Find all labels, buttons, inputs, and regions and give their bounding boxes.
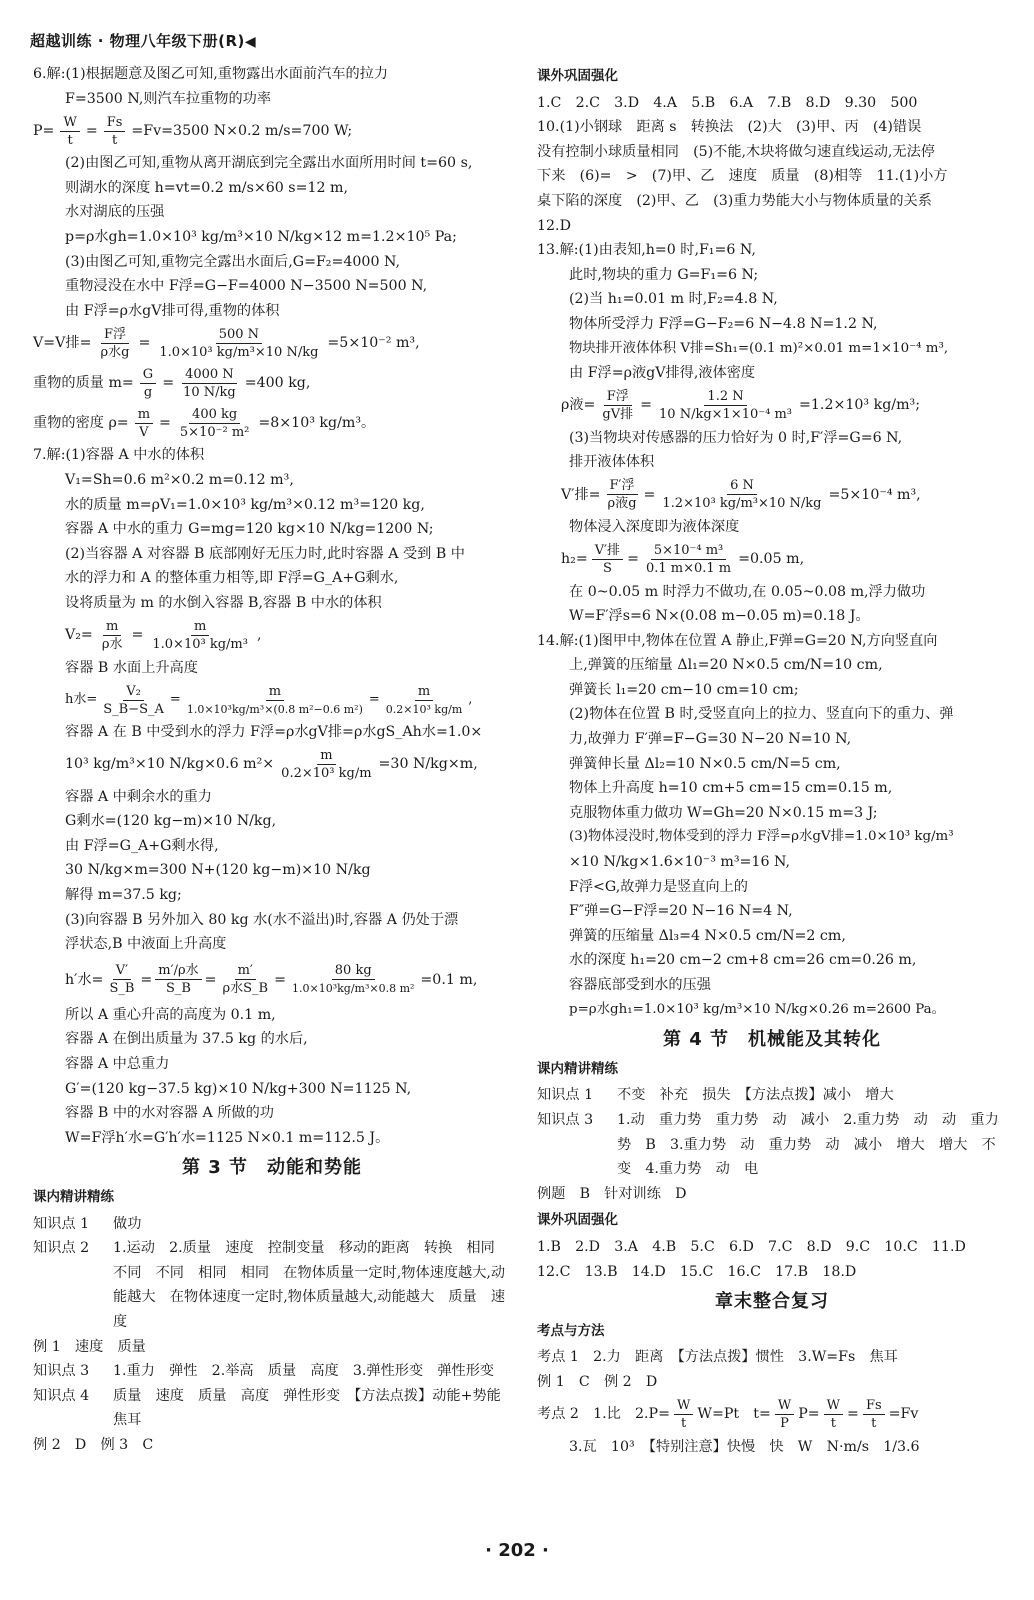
example-line: 例题 B 针对训练 D bbox=[537, 1185, 687, 1202]
subsection-heading: 课内精讲精练 bbox=[537, 1060, 618, 1077]
denominator: t bbox=[871, 1416, 877, 1431]
denominator: 10 N/kg bbox=[183, 384, 236, 400]
formula-text: =5×10⁻² m³, bbox=[327, 335, 420, 352]
numerator: W bbox=[674, 1397, 693, 1415]
formula bbox=[33, 680, 511, 720]
fraction bbox=[383, 683, 465, 718]
fraction bbox=[100, 683, 167, 718]
formula bbox=[33, 363, 511, 403]
fraction bbox=[289, 962, 417, 997]
q14-line: 容器底部受到水的压强 bbox=[569, 977, 711, 993]
denominator: V bbox=[139, 424, 149, 440]
numerator: 6 N bbox=[727, 477, 757, 495]
kp-label: 知识点 3 bbox=[537, 1111, 594, 1128]
formula-text: = bbox=[627, 551, 639, 568]
knowledge-point bbox=[33, 1236, 511, 1334]
numerator: m bbox=[135, 406, 153, 424]
subsection-heading: 课内精讲精练 bbox=[33, 1189, 114, 1205]
answer-line: 1.B 2.D 3.A 4.B 5.C 6.D 7.C 8.D 9.C 10.C 11.D bbox=[537, 1238, 966, 1255]
numerator: F浮 bbox=[604, 388, 632, 406]
numerator: 80 kg bbox=[332, 962, 375, 980]
section-title: 章末整合复习 bbox=[715, 1291, 829, 1313]
knowledge-point bbox=[537, 1108, 1007, 1182]
numerator: m bbox=[266, 683, 284, 701]
formula-text: h水= bbox=[65, 691, 98, 707]
q7-line: 容器 A 中水的重力 G=mg=120 kg×10 N/kg=1200 N; bbox=[65, 521, 434, 538]
q6-line: 重物浸没在水中 F浮=G−F=4000 N−3500 N=500 N, bbox=[65, 278, 428, 295]
numerator: V′排 bbox=[592, 542, 623, 560]
q13-line: W=F′浮s=6 N×(0.08 m−0.05 m)=0.18 J。 bbox=[569, 608, 870, 625]
numerator: m bbox=[317, 747, 335, 765]
q6-line: 由 F浮=ρ水gV排可得,重物的体积 bbox=[65, 302, 280, 319]
fraction bbox=[149, 618, 251, 653]
denominator: ρ水g bbox=[100, 344, 130, 360]
denominator: 5×10⁻² m² bbox=[179, 424, 250, 440]
denominator: t bbox=[67, 132, 73, 148]
numerator: W bbox=[824, 1397, 843, 1415]
numerator: 5×10⁻⁴ m³ bbox=[651, 542, 726, 560]
q14-line: 物体上升高度 h=10 cm+5 cm=15 cm=0.15 m, bbox=[569, 780, 893, 797]
formula bbox=[537, 475, 1007, 515]
q14-line: F浮<G,故弹力是竖直向上的 bbox=[569, 878, 748, 895]
formula-text: V=V排= bbox=[33, 335, 92, 352]
kp-label: 知识点 4 bbox=[33, 1387, 90, 1404]
q14-line: F″弹=G−F浮=20 N−16 N=4 N, bbox=[569, 903, 793, 920]
fraction bbox=[220, 962, 272, 997]
numerator: Fs bbox=[863, 1397, 885, 1415]
formula-text: = bbox=[131, 627, 144, 644]
formula-text: ρ液= bbox=[561, 397, 596, 414]
fraction bbox=[140, 366, 156, 401]
formula-text: 重物的密度 ρ= bbox=[33, 415, 129, 432]
fraction bbox=[674, 1397, 693, 1432]
kp-body: 做功 bbox=[113, 1215, 142, 1232]
formula bbox=[33, 745, 511, 785]
numerator: m′ bbox=[235, 962, 256, 980]
numerator: G bbox=[140, 366, 156, 384]
numerator: 1.2 N bbox=[704, 388, 746, 406]
subsection-heading: 考点与方法 bbox=[537, 1322, 605, 1339]
q14-line: 弹簧伸长量 Δl₂=10 N×0.5 cm/N=5 cm, bbox=[569, 755, 841, 772]
subsection-heading: 课外巩固强化 bbox=[537, 68, 618, 84]
q7-line: G剩水=(120 kg−m)×10 N/kg, bbox=[65, 813, 277, 830]
right-column bbox=[537, 62, 1007, 1459]
formula bbox=[33, 323, 511, 363]
denominator: g bbox=[143, 384, 153, 400]
fraction bbox=[775, 1397, 794, 1432]
q14-line: 力,故弹力 F′弹=F−G=30 N−20 N=10 N, bbox=[569, 731, 852, 748]
review-line: 考点 1 2.力 距离 【方法点拨】惯性 3.W=Fs 焦耳 bbox=[537, 1349, 898, 1366]
formula bbox=[33, 403, 511, 443]
formula-text: , bbox=[468, 691, 473, 707]
q6-line: 则湖水的深度 h=vt=0.2 m/s×60 s=12 m, bbox=[65, 179, 348, 196]
denominator: S_B bbox=[109, 981, 135, 997]
q6-line: F=3500 N,则汽车拉重物的功率 bbox=[65, 90, 272, 107]
denominator: ρ水 bbox=[101, 637, 123, 652]
q7-line: 所以 A 重心升高的高度为 0.1 m, bbox=[65, 1006, 276, 1023]
numerator: V₂ bbox=[123, 683, 144, 701]
q13-line: 物体浸入深度即为液体深度 bbox=[569, 518, 740, 535]
numerator: Fs bbox=[104, 114, 126, 132]
q7-line: 容器 A 中总重力 bbox=[65, 1056, 170, 1073]
q14-line: 克服物体重力做功 W=Gh=20 N×0.15 m=3 J; bbox=[569, 804, 878, 821]
q13-line: (2)当 h₁=0.01 m 时,F₂=4.8 N, bbox=[569, 291, 778, 308]
numerator: F′浮 bbox=[607, 477, 638, 495]
fraction bbox=[184, 683, 366, 718]
denominator: 0.2×10³ kg/m bbox=[385, 702, 463, 716]
section-title: 第 3 节 动能和势能 bbox=[181, 1157, 363, 1179]
fraction bbox=[278, 747, 374, 782]
denominator: P bbox=[780, 1416, 789, 1431]
kp-body: 1.重力 弹性 2.举高 质量 高度 3.弹性形变 弹性形变 bbox=[113, 1363, 495, 1380]
formula-text: = bbox=[847, 1406, 859, 1423]
formula-text: =400 kg, bbox=[244, 375, 311, 392]
denominator: 10 N/kg×1×10⁻⁴ m³ bbox=[659, 407, 793, 423]
formula-text: = bbox=[140, 971, 153, 988]
q13-line: 此时,物块的重力 G=F₁=6 N; bbox=[569, 266, 759, 283]
numerator: m bbox=[103, 618, 121, 636]
denominator: S_B−S_A bbox=[103, 701, 164, 717]
formula-text: = bbox=[274, 971, 286, 988]
q7-line: 容器 A 在倒出质量为 37.5 kg 的水后, bbox=[65, 1031, 308, 1048]
formula-text: 重物的质量 m= bbox=[33, 375, 134, 392]
q14-line: (3)物体浸没时,物体受到的浮力 F浮=ρ水gV排=1.0×10³ kg/m³ bbox=[569, 829, 954, 845]
fraction bbox=[104, 114, 126, 149]
section-title: 第 4 节 机械能及其转化 bbox=[662, 1029, 882, 1051]
q7-line: 设将质量为 m 的水倒入容器 B,容器 B 中水的体积 bbox=[65, 594, 382, 611]
denominator: 0.2×10³ kg/m bbox=[281, 766, 372, 782]
q7-line: 容器 B 中的水对容器 A 所做的功 bbox=[65, 1105, 274, 1122]
q7-line: 30 N/kg×m=300 N+(120 kg−m)×10 N/kg bbox=[65, 862, 371, 879]
numerator: W bbox=[60, 114, 79, 132]
fraction bbox=[656, 388, 795, 423]
fraction bbox=[177, 406, 252, 441]
q13-line: 由 F浮=ρ液gV排得,液体密度 bbox=[569, 365, 756, 382]
formula-text: V′排= bbox=[561, 486, 601, 503]
kp-body: 不变 补充 损失 【方法点拨】减小 增大 bbox=[617, 1087, 894, 1104]
denominator: S bbox=[602, 561, 612, 576]
q14-line: 水的深度 h₁=20 cm−2 cm+8 cm=26 cm=0.26 m, bbox=[569, 952, 917, 969]
formula-text: =0.05 m, bbox=[738, 551, 805, 568]
kp-label: 知识点 1 bbox=[537, 1087, 594, 1104]
answer-line: 没有控制小球质量相同 (5)不能,木块将做匀速直线运动,无法停 bbox=[537, 143, 935, 160]
header-title: 超越训练 · 物理八年级下册(R) bbox=[30, 32, 245, 50]
formula-text: h₂= bbox=[561, 551, 588, 568]
kp-label: 知识点 1 bbox=[33, 1215, 90, 1232]
q7-line: 容器 B 水面上升高度 bbox=[65, 659, 198, 676]
subsection-heading: 课外巩固强化 bbox=[537, 1212, 618, 1229]
fraction bbox=[824, 1397, 843, 1432]
formula-text: = bbox=[85, 122, 98, 139]
denominator: 1.2×10³ kg/m³×10 N/kg bbox=[662, 496, 822, 512]
formula-text: =0.1 m, bbox=[420, 971, 478, 988]
denominator: 0.1 m×0.1 m bbox=[645, 561, 732, 576]
answer-line: 12.D bbox=[537, 217, 571, 234]
formula bbox=[537, 386, 1007, 426]
q14-line: (2)物体在位置 B 时,受竖直向上的拉力、竖直向下的重力、弹 bbox=[569, 706, 954, 723]
q6-line: (3)由图乙可知,重物完全露出水面后,G=F₂=4000 N, bbox=[65, 253, 401, 270]
q7-line: 解得 m=37.5 kg; bbox=[65, 887, 182, 904]
formula-text: 考点 2 1.比 2.P= bbox=[537, 1406, 670, 1423]
numerator: m′/ρ水 bbox=[155, 962, 201, 980]
numerator: m bbox=[415, 683, 433, 701]
q7-line: G′=(120 kg−37.5 kg)×10 N/kg+300 N=1125 N, bbox=[65, 1080, 412, 1097]
formula-text: P= bbox=[33, 122, 55, 139]
formula-text: V₂= bbox=[65, 627, 93, 644]
formula-text: =30 N/kg×m, bbox=[378, 756, 478, 773]
fraction bbox=[643, 542, 734, 577]
denominator: t bbox=[681, 1416, 687, 1431]
q13-line: 物块排开液体体积 V排=Sh₁=(0.1 m)²×0.01 m=1×10⁻⁴ m³, bbox=[569, 340, 949, 356]
answer-line: 桌下陷的深度 (2)甲、乙 (3)重力势能大小与物体质量的关系 bbox=[537, 192, 932, 209]
knowledge-point bbox=[33, 1212, 511, 1237]
kp-label: 知识点 2 bbox=[33, 1240, 90, 1257]
formula-text: = bbox=[640, 397, 653, 414]
q6-line: 水对湖底的压强 bbox=[65, 204, 165, 221]
fraction bbox=[135, 406, 153, 441]
denominator: ρ水S_B bbox=[222, 981, 269, 997]
formula bbox=[33, 616, 511, 656]
formula-text: = bbox=[169, 691, 181, 707]
fraction bbox=[156, 326, 321, 361]
q7-line: 容器 A 在 B 中受到水的浮力 F浮=ρ水gV排=ρ水gS_Ah水=1.0× bbox=[65, 724, 483, 741]
fraction bbox=[863, 1397, 885, 1432]
q7-line: 容器 A 中剩余水的重力 bbox=[65, 788, 212, 805]
numerator: W bbox=[775, 1397, 794, 1415]
q14-line: ×10 N/kg×1.6×10⁻³ m³=16 N, bbox=[569, 854, 791, 871]
formula bbox=[33, 957, 511, 1003]
formula-text: =Fv bbox=[888, 1406, 919, 1423]
triangle-icon: ◀ bbox=[244, 34, 257, 50]
formula-text: 10³ kg/m³×10 N/kg×0.6 m²× bbox=[65, 756, 275, 773]
fraction bbox=[155, 962, 201, 997]
denominator: S_B bbox=[165, 981, 191, 997]
answer-line: 下来 (6)= > (7)甲、乙 速度 质量 (8)相等 11.(1)小方 bbox=[537, 168, 948, 185]
review-line: 3.瓦 10³ 【特别注意】快慢 快 W N·m/s 1/3.6 bbox=[569, 1438, 920, 1455]
answer-line: 12.C 13.B 14.D 15.C 16.C 17.B 18.D bbox=[537, 1263, 857, 1280]
numerator: V′ bbox=[113, 962, 131, 980]
q14-line: 14.解:(1)图甲中,物体在位置 A 静止,F弹=G=20 N,方向竖直向 bbox=[537, 632, 938, 649]
q7-line: (2)当容器 A 对容器 B 底部刚好无压力时,此时容器 A 受到 B 中 bbox=[65, 545, 465, 562]
running-header bbox=[30, 30, 256, 51]
left-column bbox=[33, 62, 516, 1458]
formula-text: , bbox=[256, 627, 262, 644]
knowledge-point bbox=[33, 1384, 516, 1433]
q7-line: 由 F浮=G_A+G剩水得, bbox=[65, 837, 219, 854]
q14-line: 弹簧的压缩量 Δl₃=4 N×0.5 cm/N=2 cm, bbox=[569, 927, 846, 944]
q6-line: p=ρ水gh=1.0×10³ kg/m³×10 N/kg×12 m=1.2×10⁵ Pa; bbox=[65, 228, 457, 245]
formula-text: = bbox=[643, 486, 656, 503]
formula-text: h′水= bbox=[65, 971, 104, 988]
q13-line: 13.解:(1)由表知,h=0 时,F₁=6 N, bbox=[537, 242, 756, 259]
fraction bbox=[180, 366, 239, 401]
kp-body: 1.动 重力势 重力势 动 减小 2.重力势 动 动 重力势 B 3.重力势 动 重力势 动 减小 增大 增大 不变 4.重力势 动 电 bbox=[617, 1111, 999, 1178]
q14-line: p=ρ水gh₁=1.0×10³ kg/m³×10 N/kg×0.26 m=2600 Pa。 bbox=[569, 1001, 946, 1017]
fraction bbox=[106, 962, 137, 997]
denominator: 1.0×10³ kg/m³ bbox=[152, 637, 248, 652]
example-line: 例 2 D 例 3 C bbox=[33, 1436, 154, 1453]
fraction bbox=[592, 542, 623, 577]
q7-line: 水的浮力和 A 的整体重力相等,即 F浮=G_A+G剩水, bbox=[65, 570, 399, 587]
denominator: ρ液g bbox=[607, 496, 637, 512]
formula-text: =8×10³ kg/m³。 bbox=[258, 415, 376, 432]
q13-line: 在 0~0.05 m 时浮力不做功,在 0.05~0.08 m,浮力做功 bbox=[569, 583, 926, 600]
q13-line: 排开液体体积 bbox=[569, 454, 655, 471]
formula-text: = bbox=[204, 971, 217, 988]
numerator: F浮 bbox=[101, 326, 129, 344]
review-line: 例 1 C 例 2 D bbox=[537, 1373, 658, 1390]
fraction bbox=[60, 114, 79, 149]
denominator: t bbox=[111, 132, 118, 148]
formula-text: P= bbox=[798, 1406, 820, 1423]
formula-text: =1.2×10³ kg/m³; bbox=[799, 397, 920, 414]
kp-body: 质量 速度 质量 高度 弹性形变 【方法点拨】动能+势能 焦耳 bbox=[113, 1387, 516, 1429]
fraction bbox=[99, 618, 126, 653]
kp-body: 1.运动 2.质量 速度 控制变量 移动的距离 转换 相同 不同 不同 相同 相同 在物体质量一定时,物体速度越大,动能越大 在物体速度一定时,物体质量越大,动能越大 质量 速度 bbox=[113, 1240, 509, 1330]
q14-line: 弹簧长 l₁=20 cm−10 cm=10 cm; bbox=[569, 681, 799, 698]
q7-line: 浮状态,B 中液面上升高度 bbox=[65, 936, 227, 953]
answer-line: 1.C 2.C 3.D 4.A 5.B 6.A 7.B 8.D 9.30 500 bbox=[537, 94, 918, 111]
numerator: 500 N bbox=[216, 326, 262, 344]
formula bbox=[33, 111, 511, 151]
knowledge-point bbox=[33, 1359, 511, 1384]
formula-text: = bbox=[162, 375, 175, 392]
answer-line: 10.(1)小钢球 距离 s 转换法 (2)大 (3)甲、丙 (4)错误 bbox=[537, 119, 922, 136]
q7-line: 7.解:(1)容器 A 中水的体积 bbox=[33, 447, 205, 464]
denominator: t bbox=[830, 1416, 836, 1431]
formula-text: =Fv=3500 N×0.2 m/s=700 W; bbox=[131, 122, 353, 139]
page-number: · 202 · bbox=[485, 1540, 549, 1561]
q13-line: (3)当物块对传感器的压力恰好为 0 时,F′浮=G=6 N, bbox=[569, 429, 903, 446]
formula bbox=[537, 540, 1007, 580]
formula bbox=[537, 1395, 1007, 1435]
fraction bbox=[599, 388, 636, 423]
denominator: 1.0×10³kg/m³×(0.8 m²−0.6 m²) bbox=[186, 702, 363, 716]
numerator: 400 kg bbox=[189, 406, 240, 424]
formula-text: W=Pt t= bbox=[697, 1406, 771, 1423]
q6-line: 6.解:(1)根据题意及图乙可知,重物露出水面前汽车的拉力 bbox=[33, 66, 389, 82]
denominator: 1.0×10³kg/m³×0.8 m² bbox=[292, 982, 415, 996]
example-line: 例 1 速度 质量 bbox=[33, 1338, 146, 1355]
numerator: 4000 N bbox=[182, 366, 237, 384]
q13-line: 物体所受浮力 F浮=G−F₂=6 N−4.8 N=1.2 N, bbox=[569, 315, 878, 332]
q7-line: V₁=Sh=0.6 m²×0.2 m=0.12 m³, bbox=[65, 471, 294, 488]
knowledge-point bbox=[537, 1083, 1007, 1108]
formula-text: =5×10⁻⁴ m³, bbox=[828, 486, 921, 503]
q7-line: (3)向容器 B 另外加入 80 kg 水(水不溢出)时,容器 A 仍处于漂 bbox=[65, 911, 459, 928]
kp-label: 知识点 3 bbox=[33, 1363, 90, 1380]
fraction bbox=[97, 326, 132, 361]
formula-text: = bbox=[159, 415, 171, 432]
fraction bbox=[605, 477, 640, 512]
formula-text: = bbox=[368, 691, 380, 707]
q14-line: 上,弹簧的压缩量 Δl₁=20 N×0.5 cm/N=10 cm, bbox=[569, 657, 883, 674]
formula-text: = bbox=[138, 335, 151, 352]
numerator: m bbox=[191, 618, 209, 636]
q7-line: 水的质量 m=ρV₁=1.0×10³ kg/m³×0.12 m³=120 kg, bbox=[65, 496, 425, 513]
denominator: gV排 bbox=[602, 407, 634, 423]
fraction bbox=[659, 477, 824, 512]
q6-line: (2)由图乙可知,重物从离开湖底到完全露出水面所用时间 t=60 s, bbox=[65, 155, 473, 172]
denominator: 1.0×10³ kg/m³×10 N/kg bbox=[159, 344, 319, 360]
q7-line: W=F浮h′水=G′h′水=1125 N×0.1 m=112.5 J。 bbox=[65, 1129, 390, 1146]
